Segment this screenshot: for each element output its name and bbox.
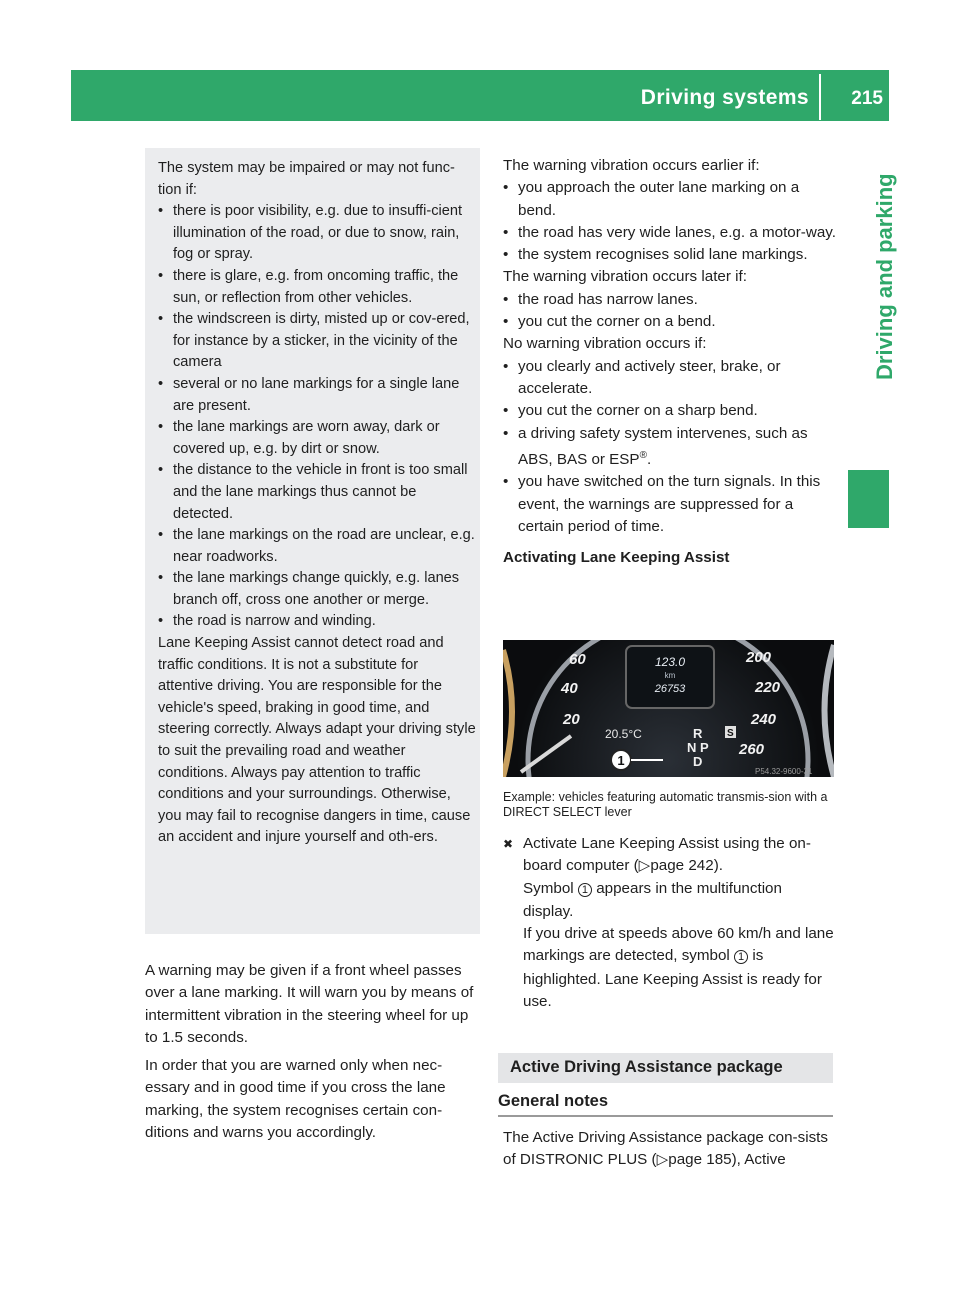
display-speed: 123.0 bbox=[654, 655, 686, 669]
paragraph: In order that you are warned only when nec-essary and in good time if you cross the lane marking, the system recognises certain con-ditions and warns you accordingly. bbox=[145, 1057, 446, 1142]
section-heading: Active Driving Assistance package bbox=[510, 1058, 783, 1076]
speed-label: 240 bbox=[751, 711, 777, 728]
page-reference[interactable]: page 242). bbox=[650, 857, 723, 875]
list-item: • the lane markings on the road are unclear, e.g. near roadworks. bbox=[158, 525, 476, 568]
speed-label: 260 bbox=[739, 741, 765, 758]
paragraph bbox=[503, 1127, 836, 1172]
gear-d: D bbox=[693, 754, 703, 769]
reference-arrow-icon: ▷ bbox=[656, 1151, 669, 1169]
figure-caption: Example: vehicles featuring automatic transmis-sion with a DIRECT SELECT lever bbox=[503, 790, 828, 819]
callout-symbol-icon: 1 bbox=[734, 950, 748, 964]
display-unit: km bbox=[664, 671, 676, 680]
section-title: Driving systems bbox=[640, 86, 809, 109]
paragraph: The warning vibration occurs later if: bbox=[503, 268, 747, 286]
list-item: • you cut the corner on a sharp bend. bbox=[503, 400, 836, 422]
subsection-heading: Activating Lane Keeping Assist bbox=[503, 549, 730, 567]
display-odometer: 26753 bbox=[654, 683, 686, 695]
callout-number: 1 bbox=[617, 753, 625, 768]
left-column bbox=[145, 960, 480, 1144]
list-item: • the lane markings are worn away, dark or covered up, e.g. by dirt or snow. bbox=[158, 417, 476, 460]
page-reference[interactable]: page 185), Active bbox=[668, 1151, 786, 1169]
side-tab-marker bbox=[848, 470, 889, 528]
action-text: If you drive at speeds above 60 km/h and lane markings are detected, symbol bbox=[523, 925, 834, 965]
temperature: 20.5°C bbox=[605, 727, 642, 741]
paragraph: A warning may be given if a front wheel passes over a lane marking. It will warn you by means of intermittent vibration in the steering wheel for up to 1.5 seconds. bbox=[145, 962, 474, 1046]
subsection-heading: General notes bbox=[498, 1092, 609, 1110]
paragraph: The warning vibration occurs earlier if: bbox=[503, 157, 760, 174]
action-text: Activate Lane Keeping Assist using the on-board computer ( bbox=[523, 835, 811, 875]
callout-symbol-icon: 1 bbox=[578, 883, 592, 897]
list-item: • you approach the outer lane marking on a bend. bbox=[503, 177, 836, 222]
list-item: • you have switched on the turn signals. In this event, the warnings are suppressed for a certain period of time. bbox=[503, 471, 836, 538]
side-tab-label: Driving and parking bbox=[872, 173, 897, 380]
list-item: • the road is narrow and winding. bbox=[158, 611, 476, 633]
section-band bbox=[498, 1053, 833, 1083]
reference-arrow-icon: ▷ bbox=[638, 857, 651, 875]
list-item bbox=[503, 423, 836, 472]
list-item: • you clearly and actively steer, brake, or accelerate. bbox=[503, 356, 836, 401]
heading-rule bbox=[498, 1115, 833, 1117]
image-code: P54.32-9600-31 bbox=[755, 767, 813, 776]
section-body bbox=[503, 1127, 836, 1172]
list-item: • there is glare, e.g. from oncoming traffic, the sun, or reflection from other vehicles. bbox=[158, 266, 476, 309]
registered-mark: ® bbox=[639, 449, 647, 461]
gear-r: R bbox=[693, 726, 703, 741]
list-item: • you cut the corner on a bend. bbox=[503, 311, 836, 333]
list-item-end: . bbox=[646, 450, 652, 468]
page-number: 215 bbox=[851, 88, 883, 109]
list-item-text: a driving safety system intervenes, such as ABS, BAS or ESP bbox=[518, 424, 808, 468]
instrument-cluster-drawing bbox=[503, 640, 834, 777]
note-closing: Lane Keeping Assist cannot detect road and traffic conditions. It is not a substitute for attentive driving. You are responsible for the vehicle's speed, braking in good time, and steering correctly. Always adapt your driving style to suit the prevailing road and weather conditions. Always pay attention to traffic conditions and your surroundings. Otherwise, you may fail to recognise dangers in time, cause an accident and injure yourself and oth-ers. bbox=[158, 635, 476, 846]
page-header bbox=[71, 70, 889, 121]
list-item: • the road has very wide lanes, e.g. a motor-way. bbox=[503, 222, 836, 244]
list-item: • the distance to the vehicle in front is too small and the lane markings thus cannot be detected. bbox=[158, 460, 476, 525]
instruction-block bbox=[503, 833, 836, 1013]
action-text: Symbol bbox=[523, 879, 578, 897]
gear-np: N P bbox=[687, 740, 709, 755]
right-column bbox=[503, 155, 836, 569]
header-divider bbox=[819, 74, 821, 120]
speed-label: 220 bbox=[755, 679, 781, 696]
speed-label: 60 bbox=[569, 651, 586, 668]
paragraph: No warning vibration occurs if: bbox=[503, 335, 707, 353]
note-intro: The system may be impaired or may not func-tion if: bbox=[158, 160, 455, 198]
action-result bbox=[503, 878, 836, 924]
note-box bbox=[145, 148, 480, 934]
action-result bbox=[503, 923, 836, 1013]
list-item: • several or no lane markings for a single lane are present. bbox=[158, 374, 476, 417]
instrument-cluster-image bbox=[503, 640, 834, 777]
gear-s: S bbox=[727, 728, 734, 739]
speed-label: 200 bbox=[746, 649, 772, 666]
speed-label: 40 bbox=[561, 680, 578, 697]
list-item: • the system recognises solid lane markings. bbox=[503, 244, 836, 266]
list-item: • the windscreen is dirty, misted up or cov-ered, for instance by a sticker, in the vicinity of the camera bbox=[158, 309, 476, 374]
action-text: appears in the multifunction display. bbox=[523, 879, 782, 920]
action-text: is highlighted. Lane Keeping Assist is ready for use. bbox=[523, 947, 822, 1011]
list-item: • the lane markings change quickly, e.g. lanes branch off, cross one another or merge. bbox=[158, 568, 476, 611]
list-item: • the road has narrow lanes. bbox=[503, 289, 836, 311]
body-text: The Active Driving Assistance package con-sists of DISTRONIC PLUS ( bbox=[503, 1129, 828, 1169]
action-step bbox=[503, 833, 836, 878]
speed-label: 20 bbox=[563, 711, 580, 728]
list-item: • there is poor visibility, e.g. due to insuffi-cient illumination of the road, or due to snow, rain, fog or spray. bbox=[158, 201, 476, 266]
